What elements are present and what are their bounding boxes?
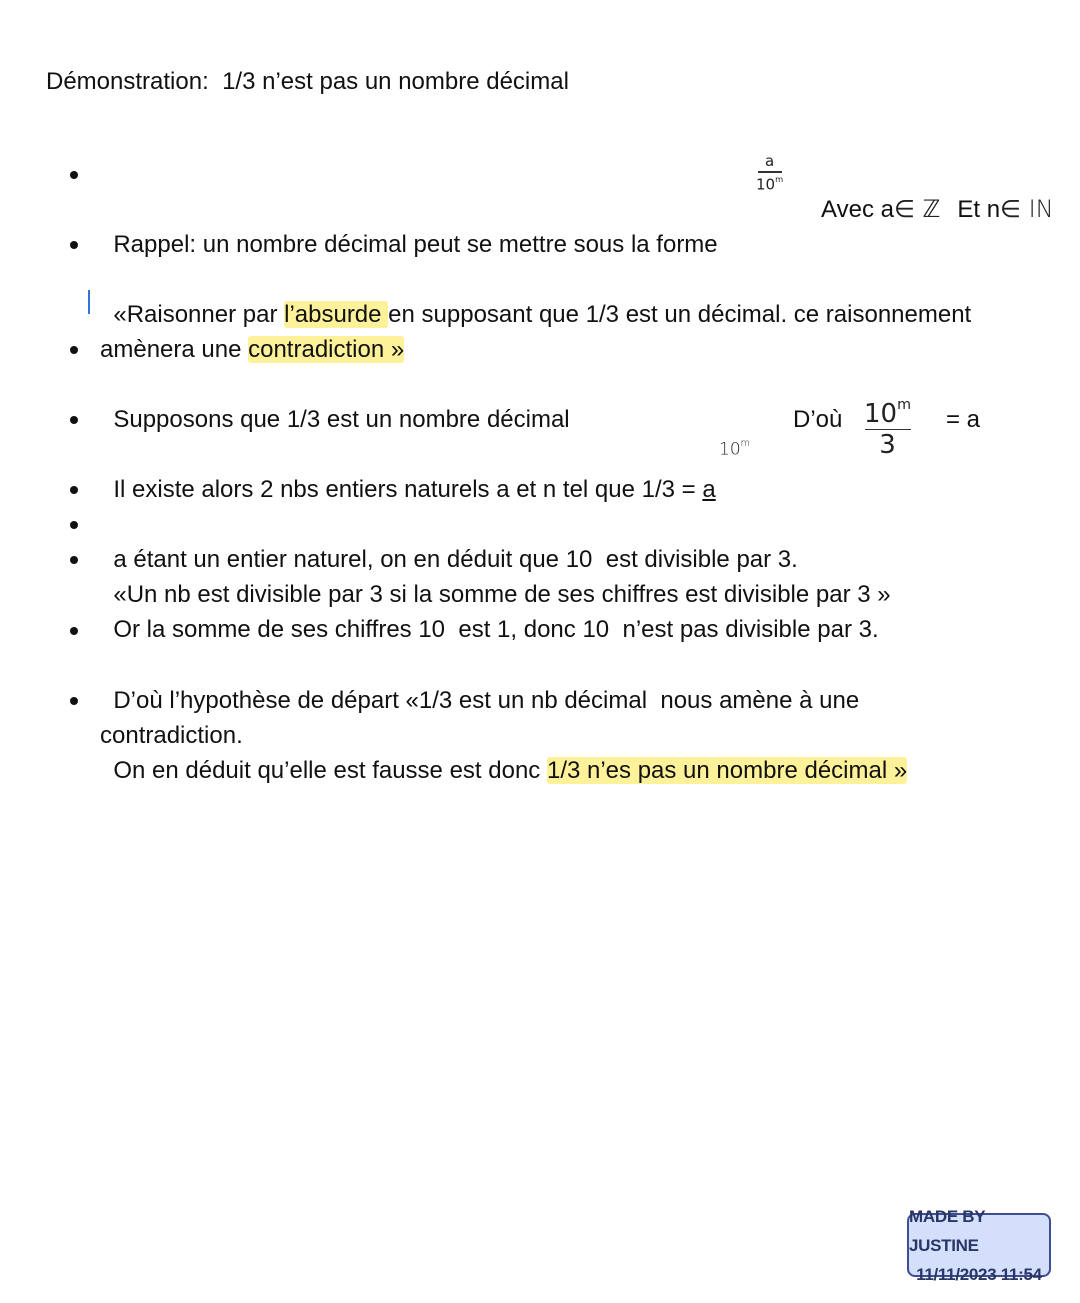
divisible-rule-text: «Un nb est divisible par 3 si la somme de ses chiffres est divisible par 3 » bbox=[113, 581, 891, 608]
fraction-numerator: a bbox=[764, 152, 775, 170]
bullet-icon bbox=[70, 416, 78, 424]
hypothese-text-2: contradiction. bbox=[100, 722, 243, 749]
somme-chiffres-text: Or la somme de ses chiffres 10 est 1, donc 10 n’est pas divisible par 3. bbox=[113, 616, 879, 643]
highlight-absurde: l’absurde bbox=[284, 301, 389, 328]
stamp-author: MADE BY JUSTINE bbox=[909, 1206, 985, 1255]
rappel-avec-group bbox=[809, 157, 940, 227]
conclusion-text: On en déduit qu’elle est fausse est donc bbox=[113, 757, 547, 784]
raisonner-text-3: amènera une bbox=[100, 336, 249, 363]
fraction-denominator: 10 bbox=[756, 174, 776, 193]
bullet-icon bbox=[70, 627, 78, 635]
rappel-text: Rappel: un nombre décimal peut se mettre sous la forme bbox=[113, 231, 718, 258]
handwritten-denominator-10m bbox=[719, 438, 750, 459]
stamp-date: 11/11/2023 11:54 bbox=[916, 1264, 1042, 1284]
fraction2-exponent: m bbox=[897, 397, 912, 413]
fraction2-denominator: 3 bbox=[879, 430, 896, 461]
highlight-conclusion: 1/3 n’es pas un nombre décimal » bbox=[546, 757, 908, 784]
etn-text: Et n bbox=[957, 196, 1001, 223]
bullet-icon bbox=[70, 171, 78, 179]
bullet-icon bbox=[70, 556, 78, 564]
hypothese-text-1: D’où l’hypothèse de départ «1/3 est un nb décimal nous amène à une bbox=[113, 687, 860, 714]
raisonner-text-2: en supposant que 1/3 est un décimal. ce raisonnement bbox=[388, 301, 972, 328]
bullet-icon bbox=[70, 346, 78, 354]
text-cursor[interactable] bbox=[88, 290, 90, 314]
equals-a: = a bbox=[946, 406, 981, 433]
highlight-contradiction: contradiction » bbox=[248, 336, 405, 363]
typed-numerator-a: a bbox=[702, 476, 716, 503]
list-item-conclusion bbox=[100, 683, 907, 788]
bullet-icon bbox=[70, 697, 78, 705]
bullet-icon bbox=[70, 241, 78, 249]
bullet-icon bbox=[70, 486, 78, 494]
bullet-icon bbox=[70, 521, 78, 529]
dou-label: D’où bbox=[793, 406, 843, 433]
fraction-exponent: m bbox=[775, 173, 784, 184]
supposons-text: Supposons que 1/3 est un nombre décimal bbox=[113, 406, 570, 433]
entier-naturel-text: a étant un entier naturel, on en déduit que 10 est divisible par 3. bbox=[113, 546, 798, 573]
fraction-bar bbox=[758, 171, 782, 173]
handwritten-fraction-a-over-10m bbox=[756, 154, 783, 192]
il-existe-text: Il existe alors 2 nbs entiers naturels a et n tel que 1/3 = bbox=[113, 476, 703, 503]
rappel-etn-group bbox=[944, 157, 1054, 227]
made-by-stamp bbox=[907, 1206, 1051, 1284]
handwritten-denominator: 10 bbox=[719, 439, 741, 460]
handwritten-in-z: ∈ ℤ bbox=[893, 195, 941, 223]
raisonner-text-1: «Raisonner par bbox=[113, 301, 285, 328]
handwritten-fraction-10m-over-3 bbox=[864, 397, 912, 461]
fraction2-numerator: 10 bbox=[864, 398, 898, 429]
page-title: Démonstration: 1/3 n’est pas un nombre décimal bbox=[46, 68, 569, 95]
avec-text: Avec a bbox=[821, 196, 894, 223]
handwritten-exponent: m bbox=[740, 438, 750, 449]
handwritten-in-n: ∈ IN bbox=[1000, 195, 1054, 223]
